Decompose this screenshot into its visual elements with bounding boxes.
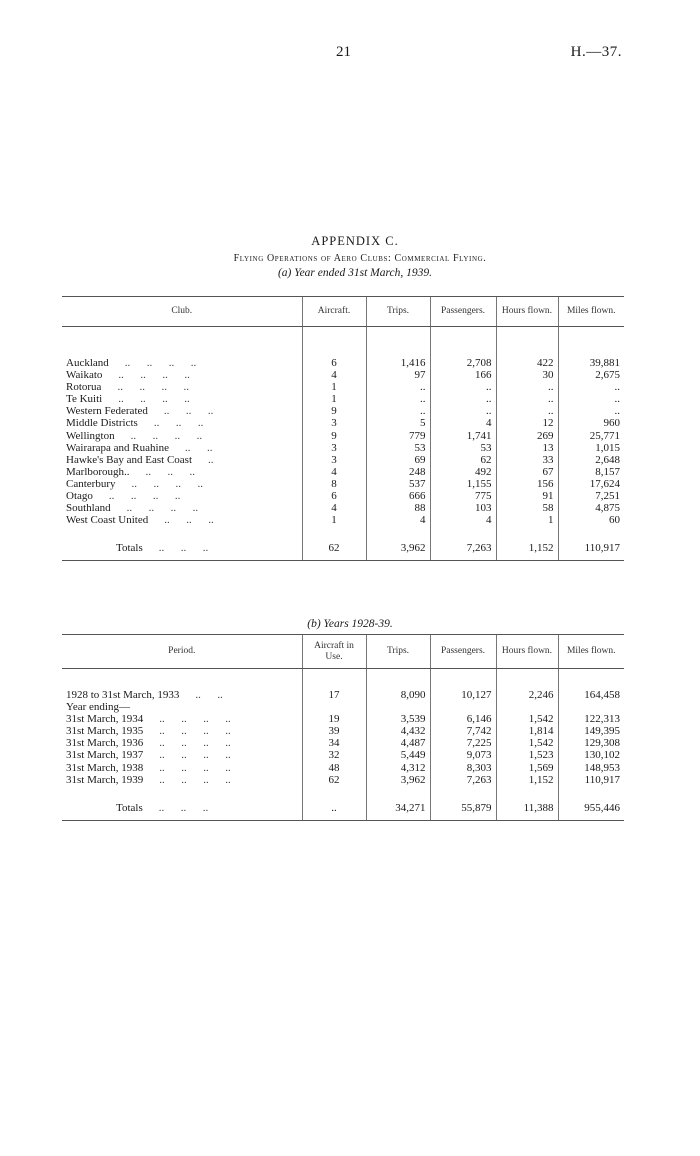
- row-label-text: Year ending—: [66, 701, 130, 714]
- col-header-passengers: Passengers.: [430, 635, 496, 669]
- aircraft-cell: 6: [302, 357, 366, 369]
- trips-cell: 3,962: [366, 536, 430, 561]
- aircraft-cell: 4: [302, 369, 366, 381]
- trips-cell: 5: [366, 417, 430, 429]
- hours-cell: 1,569: [496, 762, 558, 774]
- row-label-text: Wairarapa and Ruahine: [66, 441, 169, 454]
- spacer-cell: [558, 669, 624, 680]
- miles-cell: 2,648: [558, 454, 624, 466]
- hours-cell: 91: [496, 490, 558, 502]
- miles-cell: 17,624: [558, 478, 624, 490]
- appendix-titles: [0, 234, 700, 279]
- miles-cell: 2,675: [558, 369, 624, 381]
- miles-cell: 149,395: [558, 725, 624, 737]
- spacer-cell: [430, 327, 496, 338]
- spacer-cell: [62, 337, 302, 347]
- table-b-header-row: [62, 635, 624, 669]
- aircraft-cell: [302, 701, 366, 713]
- miles-cell: ..: [558, 405, 624, 417]
- spacer-cell: [302, 337, 366, 347]
- trips-cell: 4,312: [366, 762, 430, 774]
- row-label-text: Hawke's Bay and East Coast: [66, 453, 193, 466]
- passengers-cell: 10,127: [430, 689, 496, 701]
- row-label: [62, 369, 302, 381]
- aircraft-cell: 62: [302, 774, 366, 786]
- leader-dots: .. .. .. ..: [159, 737, 231, 750]
- passengers-cell: 7,742: [430, 725, 496, 737]
- hours-cell: 11,388: [496, 796, 558, 821]
- spacer-cell: [496, 347, 558, 357]
- table-row: [62, 454, 624, 466]
- leader-dots: .. .. ..: [145, 465, 196, 478]
- passengers-cell: 55,879: [430, 796, 496, 821]
- spacer-cell: [302, 347, 366, 357]
- table-row: [62, 490, 624, 502]
- row-label: [62, 490, 302, 502]
- col-header-trips: Trips.: [366, 635, 430, 669]
- totals-row: [62, 796, 624, 821]
- leader-dots: .. .. .. ..: [159, 725, 231, 738]
- row-label-text: Southland: [66, 502, 111, 515]
- row-label: [62, 502, 302, 514]
- spacer-cell: [496, 669, 558, 680]
- aircraft-cell: 17: [302, 689, 366, 701]
- trips-cell: 537: [366, 478, 430, 490]
- passengers-cell: 1,155: [430, 478, 496, 490]
- table-row: [62, 417, 624, 429]
- spacer-cell: [366, 337, 430, 347]
- row-label: [62, 725, 302, 737]
- row-label-text: West Coast United: [66, 514, 149, 527]
- aircraft-cell: 19: [302, 713, 366, 725]
- aircraft-cell: 1: [302, 381, 366, 393]
- spacer-cell: [558, 526, 624, 536]
- row-label-text: Totals: [116, 542, 143, 555]
- trips-cell: 5,449: [366, 749, 430, 761]
- passengers-cell: ..: [430, 381, 496, 393]
- passengers-cell: 2,708: [430, 357, 496, 369]
- trips-cell: [366, 701, 430, 713]
- spacer-cell: [430, 347, 496, 357]
- leader-dots: ..: [208, 453, 214, 466]
- table-row: [62, 466, 624, 478]
- trips-cell: 88: [366, 502, 430, 514]
- hours-cell: 1,152: [496, 774, 558, 786]
- table-row: [62, 381, 624, 393]
- miles-cell: 1,015: [558, 442, 624, 454]
- miles-cell: 25,771: [558, 430, 624, 442]
- row-label: [62, 774, 302, 786]
- spacer-cell: [558, 337, 624, 347]
- miles-cell: 110,917: [558, 536, 624, 561]
- hours-cell: 33: [496, 454, 558, 466]
- passengers-cell: 775: [430, 490, 496, 502]
- trips-cell: 34,271: [366, 796, 430, 821]
- row-label-text: 31st March, 1939: [66, 773, 144, 786]
- spacer-cell: [558, 679, 624, 689]
- spacer-cell: [366, 526, 430, 536]
- aircraft-cell: 6: [302, 490, 366, 502]
- spacer-cell: [430, 337, 496, 347]
- passengers-cell: 7,263: [430, 774, 496, 786]
- col-header-club: Club.: [62, 297, 302, 327]
- hours-cell: 1,542: [496, 737, 558, 749]
- row-label-text: Otago: [66, 490, 93, 503]
- aircraft-cell: 1: [302, 514, 366, 526]
- page-number: 21: [336, 44, 351, 60]
- aircraft-cell: 48: [302, 762, 366, 774]
- table-row: [62, 357, 624, 369]
- row-label: [62, 405, 302, 417]
- hours-cell: 67: [496, 466, 558, 478]
- table-row: [62, 442, 624, 454]
- spacer-cell: [62, 669, 302, 680]
- passengers-cell: 7,263: [430, 536, 496, 561]
- spacer-cell: [302, 526, 366, 536]
- leader-dots: .. .. .. ..: [159, 713, 231, 726]
- trips-cell: 1,416: [366, 357, 430, 369]
- spacer-row: [62, 679, 624, 689]
- spacer-cell: [366, 347, 430, 357]
- trips-cell: 4: [366, 514, 430, 526]
- table-row: [62, 430, 624, 442]
- trips-cell: 97: [366, 369, 430, 381]
- hours-cell: 1,542: [496, 713, 558, 725]
- passengers-cell: 7,225: [430, 737, 496, 749]
- leader-dots: .. .. ..: [153, 417, 204, 430]
- miles-cell: ..: [558, 381, 624, 393]
- spacer-cell: [558, 327, 624, 338]
- passengers-cell: 53: [430, 442, 496, 454]
- trips-cell: 666: [366, 490, 430, 502]
- passengers-cell: ..: [430, 405, 496, 417]
- page-header: [0, 44, 700, 68]
- col-header-aircraft: Aircraft.: [302, 297, 366, 327]
- miles-cell: 7,251: [558, 490, 624, 502]
- row-label: [62, 749, 302, 761]
- row-label-text: 31st March, 1938: [66, 761, 144, 774]
- appendix-title: APPENDIX C.: [311, 234, 399, 248]
- aircraft-cell: 3: [302, 417, 366, 429]
- row-label-text: Western Federated: [66, 405, 148, 418]
- spacer-cell: [62, 347, 302, 357]
- spacer-cell: [302, 327, 366, 338]
- leader-dots: .. .. .. ..: [159, 761, 231, 774]
- aircraft-cell: 34: [302, 737, 366, 749]
- aircraft-cell: 3: [302, 454, 366, 466]
- leader-dots: .. .. .. ..: [118, 369, 190, 382]
- aircraft-cell: 62: [302, 536, 366, 561]
- passengers-cell: ..: [430, 393, 496, 405]
- leader-dots: .. .. .. ..: [159, 749, 231, 762]
- row-label-text: 31st March, 1934: [66, 713, 144, 726]
- hours-cell: 13: [496, 442, 558, 454]
- leader-dots: .. .. ..: [158, 801, 209, 814]
- spacer-row: [62, 347, 624, 357]
- hours-cell: 156: [496, 478, 558, 490]
- row-label: [62, 466, 302, 478]
- hours-cell: ..: [496, 405, 558, 417]
- spacer-cell: [496, 786, 558, 796]
- miles-cell: 955,446: [558, 796, 624, 821]
- trips-cell: 248: [366, 466, 430, 478]
- trips-cell: ..: [366, 393, 430, 405]
- trips-cell: 779: [366, 430, 430, 442]
- row-label: [62, 393, 302, 405]
- row-label: [62, 536, 302, 561]
- appendix-subtitle: Flying Operations of Aero Clubs: Commercial Flying.: [233, 253, 487, 264]
- spacer-cell: [62, 786, 302, 796]
- row-label: [62, 514, 302, 526]
- spacer-cell: [62, 526, 302, 536]
- trips-cell: 3,539: [366, 713, 430, 725]
- aircraft-cell: 3: [302, 442, 366, 454]
- passengers-cell: 8,303: [430, 762, 496, 774]
- row-label-text: 31st March, 1936: [66, 737, 144, 750]
- document-reference: H.—37.: [570, 44, 622, 60]
- col-header-hours: Hours flown.: [496, 297, 558, 327]
- spacer-cell: [430, 526, 496, 536]
- table-row: [62, 749, 624, 761]
- col-header-period: Period.: [62, 635, 302, 669]
- spacer-cell: [366, 786, 430, 796]
- trips-cell: 8,090: [366, 689, 430, 701]
- table-row: [62, 514, 624, 526]
- row-label-text: Totals: [116, 801, 143, 814]
- spacer-cell: [366, 669, 430, 680]
- hours-cell: 12: [496, 417, 558, 429]
- table-row: [62, 689, 624, 701]
- passengers-cell: 1,741: [430, 430, 496, 442]
- hours-cell: 1: [496, 514, 558, 526]
- aircraft-cell: 9: [302, 405, 366, 417]
- totals-row: [62, 536, 624, 561]
- leader-dots: .. .. .. ..: [124, 357, 197, 369]
- row-label-text: Wellington: [66, 429, 115, 442]
- leader-dots: .. .. .. ..: [131, 477, 203, 490]
- table-b-years: [62, 634, 624, 821]
- table-row: [62, 762, 624, 774]
- table-a-header-row: [62, 297, 624, 327]
- table-row: [62, 393, 624, 405]
- spacer-cell: [302, 786, 366, 796]
- spacer-cell: [302, 679, 366, 689]
- aircraft-cell: 4: [302, 466, 366, 478]
- row-label-text: Auckland: [66, 357, 109, 369]
- leader-dots: .. .. .. ..: [117, 381, 189, 394]
- trips-cell: 4,432: [366, 725, 430, 737]
- row-label: [62, 737, 302, 749]
- spacer-cell: [366, 679, 430, 689]
- spacer-cell: [558, 786, 624, 796]
- miles-cell: ..: [558, 393, 624, 405]
- trips-cell: 3,962: [366, 774, 430, 786]
- passengers-cell: 62: [430, 454, 496, 466]
- table-row: [62, 405, 624, 417]
- table-row: [62, 502, 624, 514]
- table-a-clubs: [62, 296, 624, 561]
- passengers-cell: 103: [430, 502, 496, 514]
- hours-cell: 30: [496, 369, 558, 381]
- trips-cell: 69: [366, 454, 430, 466]
- hours-cell: ..: [496, 381, 558, 393]
- leader-dots: .. .. .. ..: [159, 773, 231, 786]
- aircraft-cell: ..: [302, 796, 366, 821]
- table-b-caption: (b) Years 1928-39.: [307, 618, 393, 630]
- aircraft-cell: 4: [302, 502, 366, 514]
- miles-cell: 8,157: [558, 466, 624, 478]
- trips-cell: ..: [366, 405, 430, 417]
- row-label-text: Waikato: [66, 369, 103, 382]
- miles-cell: 110,917: [558, 774, 624, 786]
- spacer-cell: [430, 786, 496, 796]
- col-header-passengers: Passengers.: [430, 297, 496, 327]
- table-row: [62, 701, 624, 713]
- spacer-cell: [62, 679, 302, 689]
- passengers-cell: 6,146: [430, 713, 496, 725]
- row-label: [62, 478, 302, 490]
- hours-cell: [496, 701, 558, 713]
- miles-cell: 4,875: [558, 502, 624, 514]
- spacer-row: [62, 669, 624, 680]
- spacer-cell: [302, 669, 366, 680]
- col-header-aircraft-in-use: Aircraft in Use.: [302, 635, 366, 669]
- row-label-text: Te Kuiti: [66, 393, 103, 406]
- miles-cell: [558, 701, 624, 713]
- spacer-row: [62, 327, 624, 338]
- row-label-text: 31st March, 1937: [66, 749, 144, 762]
- passengers-cell: 492: [430, 466, 496, 478]
- hours-cell: 269: [496, 430, 558, 442]
- col-header-hours: Hours flown.: [496, 635, 558, 669]
- miles-cell: 164,458: [558, 689, 624, 701]
- passengers-cell: 4: [430, 417, 496, 429]
- spacer-cell: [62, 327, 302, 338]
- hours-cell: 422: [496, 357, 558, 369]
- miles-cell: 60: [558, 514, 624, 526]
- row-label: [62, 689, 302, 701]
- spacer-cell: [496, 337, 558, 347]
- leader-dots: .. ..: [195, 689, 223, 701]
- table-row: [62, 737, 624, 749]
- aircraft-cell: 9: [302, 430, 366, 442]
- row-label: [62, 713, 302, 725]
- table-row: [62, 774, 624, 786]
- leader-dots: .. .. .. ..: [130, 429, 203, 442]
- passengers-cell: 4: [430, 514, 496, 526]
- hours-cell: 1,152: [496, 536, 558, 561]
- hours-cell: 58: [496, 502, 558, 514]
- row-label-text: Canterbury: [66, 477, 116, 490]
- leader-dots: .. .. .. ..: [126, 502, 199, 515]
- trips-cell: 4,487: [366, 737, 430, 749]
- leader-dots: .. .. ..: [158, 542, 209, 555]
- spacer-cell: [430, 669, 496, 680]
- spacer-row: [62, 337, 624, 347]
- row-label: [62, 762, 302, 774]
- row-label: [62, 454, 302, 466]
- hours-cell: 2,246: [496, 689, 558, 701]
- leader-dots: .. ..: [184, 441, 213, 454]
- row-label-text: Marlborough..: [66, 465, 130, 478]
- hours-cell: ..: [496, 393, 558, 405]
- spacer-cell: [496, 679, 558, 689]
- passengers-cell: [430, 701, 496, 713]
- trips-cell: 53: [366, 442, 430, 454]
- aircraft-cell: 1: [302, 393, 366, 405]
- spacer-cell: [558, 347, 624, 357]
- spacer-cell: [366, 327, 430, 338]
- row-label: [62, 417, 302, 429]
- table-row: [62, 369, 624, 381]
- col-header-miles: Miles flown.: [558, 297, 624, 327]
- spacer-row: [62, 786, 624, 796]
- row-label: [62, 357, 302, 369]
- table-row: [62, 713, 624, 725]
- passengers-cell: 166: [430, 369, 496, 381]
- miles-cell: 129,308: [558, 737, 624, 749]
- spacer-cell: [496, 327, 558, 338]
- table-a-caption: (a) Year ended 31st March, 1939.: [277, 267, 433, 279]
- table-row: [62, 725, 624, 737]
- miles-cell: 39,881: [558, 357, 624, 369]
- row-label: [62, 796, 302, 821]
- leader-dots: .. .. ..: [163, 405, 214, 418]
- row-label: [62, 442, 302, 454]
- table-row: [62, 478, 624, 490]
- miles-cell: 148,953: [558, 762, 624, 774]
- col-header-miles: Miles flown.: [558, 635, 624, 669]
- aircraft-cell: 39: [302, 725, 366, 737]
- aircraft-cell: 32: [302, 749, 366, 761]
- row-label: [62, 381, 302, 393]
- row-label: [62, 701, 302, 713]
- spacer-cell: [430, 679, 496, 689]
- row-label-text: Rotorua: [66, 381, 102, 394]
- row-label-text: 31st March, 1935: [66, 725, 144, 738]
- passengers-cell: 9,073: [430, 749, 496, 761]
- row-label-text: Middle Districts: [66, 417, 138, 430]
- col-header-trips: Trips.: [366, 297, 430, 327]
- miles-cell: 122,313: [558, 713, 624, 725]
- spacer-row: [62, 526, 624, 536]
- aircraft-cell: 8: [302, 478, 366, 490]
- leader-dots: .. .. .. ..: [118, 393, 190, 406]
- hours-cell: 1,523: [496, 749, 558, 761]
- miles-cell: 960: [558, 417, 624, 429]
- row-label-text: 1928 to 31st March, 1933: [66, 689, 180, 701]
- spacer-cell: [496, 526, 558, 536]
- miles-cell: 130,102: [558, 749, 624, 761]
- leader-dots: .. .. .. ..: [108, 490, 181, 503]
- hours-cell: 1,814: [496, 725, 558, 737]
- trips-cell: ..: [366, 381, 430, 393]
- row-label: [62, 430, 302, 442]
- leader-dots: .. .. ..: [164, 514, 214, 527]
